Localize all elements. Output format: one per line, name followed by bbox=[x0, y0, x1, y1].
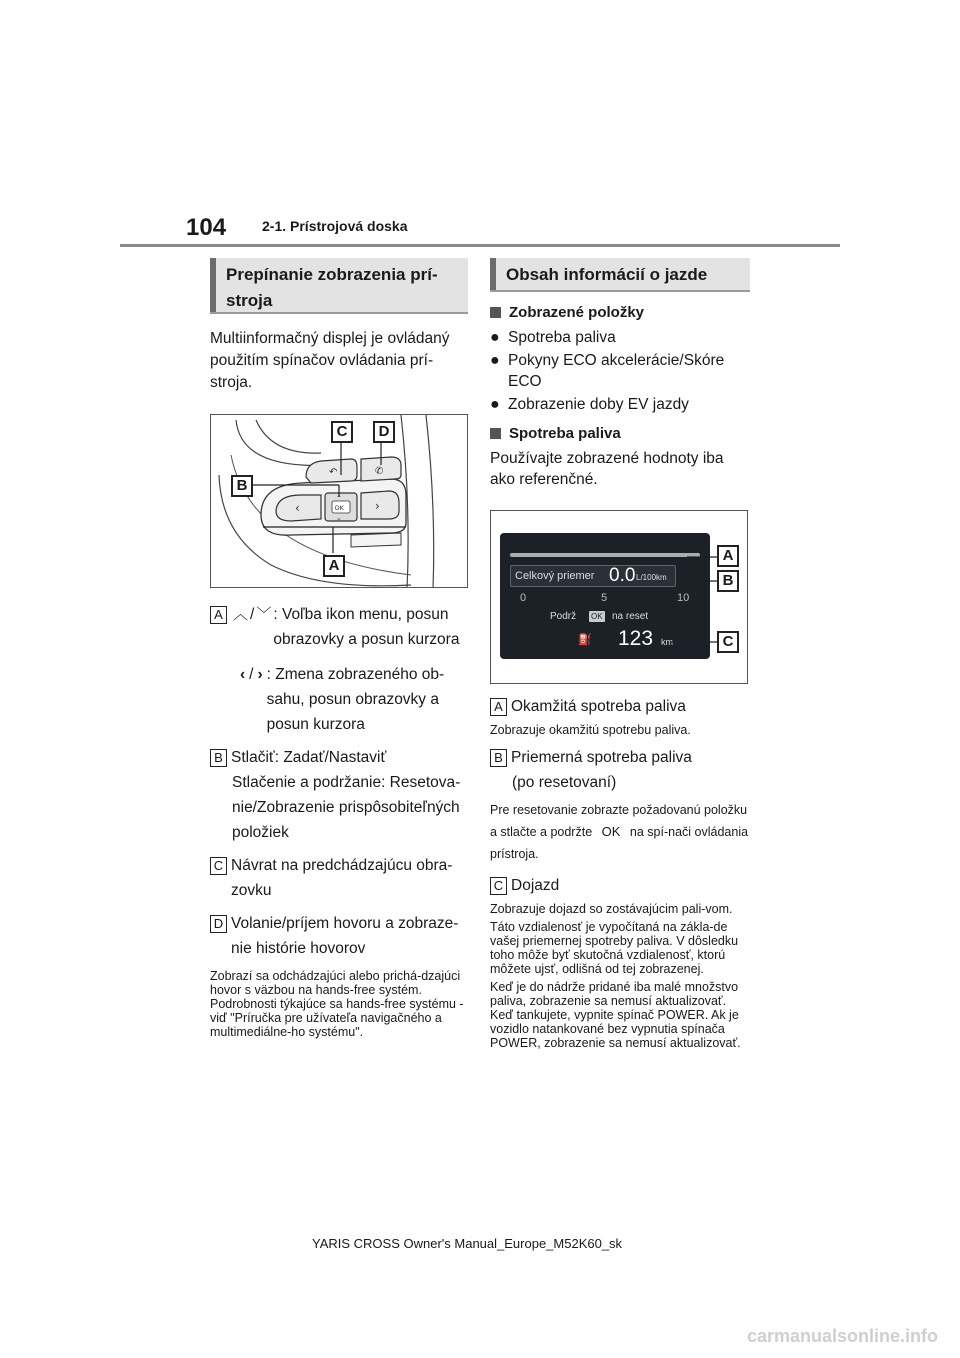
label-b: B bbox=[490, 749, 507, 767]
header-rule bbox=[120, 244, 840, 247]
reset-instructions: Pre resetovanie zobrazte požadovanú položku a stlačte a podržte OK na spí-nači ovládania prístroja. bbox=[490, 803, 749, 861]
footer-manual-id: YARIS CROSS Owner's Manual_Europe_M52K60_sk bbox=[312, 1236, 623, 1251]
label-c: C bbox=[210, 857, 227, 875]
down-arrow-icon: ⌄ bbox=[336, 514, 342, 522]
back-arrow-icon: ↶ bbox=[329, 467, 338, 478]
item-c: C Dojazd bbox=[490, 873, 750, 898]
item-b-sub: Stlačenie a podržanie: Resetova-nie/Zobrazenie prispôsobiteľných položiek bbox=[232, 774, 461, 841]
down-arrow-icon: ﹀ bbox=[256, 606, 272, 623]
switch-item-list bbox=[210, 602, 468, 1039]
ok-icon: OK bbox=[334, 504, 344, 512]
heading-drive-info: Obsah informácií o jazde bbox=[490, 258, 750, 290]
right-column bbox=[490, 258, 750, 1050]
fuel-reference-text: Používajte zobrazené hodnoty iba ako referenčné. bbox=[490, 450, 724, 488]
callout-b: B bbox=[717, 570, 739, 592]
fuel-consumption-heading: Spotreba paliva bbox=[490, 423, 750, 444]
item-b: B Priemerná spotreba paliva bbox=[490, 745, 750, 770]
item-b: B Stlačiť: Zadať/Nastaviť bbox=[210, 745, 468, 770]
label-c: C bbox=[490, 877, 507, 895]
label-d: D bbox=[210, 915, 227, 933]
square-bullet-icon bbox=[490, 428, 501, 439]
left-column bbox=[210, 258, 468, 1039]
section-title: 2-1. Prístrojová doska bbox=[262, 218, 408, 234]
left-chevron-icon: ‹ bbox=[240, 666, 246, 683]
list-item: ● Zobrazenie doby EV jazdy bbox=[490, 396, 689, 413]
callout-c: C bbox=[717, 631, 739, 653]
callout-b: B bbox=[231, 475, 253, 497]
item-a-sub: ‹ / › : Zmena zobrazeného ob-sahu, posun obrazovky a posun kurzora bbox=[210, 662, 468, 737]
watermark: carmanualsonline.info bbox=[746, 1326, 938, 1346]
square-bullet-icon bbox=[490, 307, 501, 318]
item-d: D Volanie/príjem hovoru a zobraze-nie histórie hovorov bbox=[210, 911, 468, 961]
callout-c: C bbox=[331, 421, 353, 443]
item-c: C Návrat na predchádzajúcu obra-zovku bbox=[210, 853, 468, 903]
bullet-icon: ● bbox=[490, 329, 500, 346]
right-chevron-icon: › bbox=[257, 666, 263, 683]
right-arrow-icon: › bbox=[375, 499, 380, 513]
bullet-icon: ● bbox=[490, 352, 500, 369]
page-number: 104 bbox=[186, 214, 227, 241]
item-a: A Okamžitá spotreba paliva bbox=[490, 694, 750, 719]
list-item: ● Pokyny ECO akcelerácie/Skóre ECO bbox=[490, 352, 725, 390]
label-a: A bbox=[490, 698, 507, 716]
steering-switch-figure bbox=[210, 414, 468, 588]
average-fuel-box: Celkový priemer 0.0 L/100km bbox=[510, 565, 676, 587]
fuel-car-icon: ⛽ bbox=[578, 634, 592, 646]
list-item: ● Spotreba paliva bbox=[490, 329, 616, 346]
callout-a: A bbox=[717, 545, 739, 567]
up-arrow-icon: ⌃ bbox=[336, 494, 342, 502]
intro-text: Multiinformačný displej je ovládaný použitím spínačov ovládania prí-stroja. bbox=[210, 330, 450, 391]
left-arrow-icon: ‹ bbox=[295, 501, 300, 515]
label-b: B bbox=[210, 749, 227, 767]
heading-switch-display: Prepínanie zobrazenia prí- stroja bbox=[210, 258, 468, 312]
display-item-list: A Okamžitá spotreba paliva Zobrazuje okamžitú spotrebu paliva. B Priemerná spotreba paliva (po resetovaní) Pre resetovanie zobrazte požadovanú položku a stlačte a podržte OK na spí-nači ovládania prístroja. C Dojazd Zobrazuje dojazd so zostávajúcim pali-vom. Táto vzdialenosť je vypočítaná na zákla-de vašej priemernej spotreby paliva. V dôsledku toho môže byť skutočná vzdialenosť, ktorú môžete ujsť, odlišná od tej zobrazenej. Keď je do nádrže pridané iba malé množstvo paliva, zobrazenie sa nemusí aktualizovať. Keď tankujete, vypnite spínač POWER. Ak je vozidlo natankované bez vypnutia spínača POWER, zobrazenie sa nemusí aktualizovať. bbox=[490, 694, 750, 1050]
item-a: A ︿ / ﹀ : Voľba ikon menu, posun obrazovky a posun kurzora bbox=[210, 602, 468, 652]
up-arrow-icon: ︿ bbox=[233, 606, 249, 623]
ok-icon: OK bbox=[601, 824, 621, 839]
displayed-items-heading: Zobrazené položky bbox=[490, 302, 750, 323]
phone-icon: ✆ bbox=[375, 466, 384, 477]
bullet-icon: ● bbox=[490, 396, 500, 413]
callout-d: D bbox=[373, 421, 395, 443]
heading-underline bbox=[490, 290, 750, 292]
multi-info-display: Celkový priemer 0.0 L/100km 0 5 10 Podrž OK na reset ⛽ 123 km bbox=[500, 533, 710, 659]
hands-free-note: Zobrazí sa odchádzajúci alebo prichá-dzajúci hovor s väzbou na hands-free systém. Podrobnosti týkajúce sa hands-free systému - viď "Príručka pre užívateľa navigačného a multimediálne-ho systému". bbox=[210, 969, 464, 1039]
callout-a: A bbox=[323, 555, 345, 577]
displayed-items-list bbox=[490, 327, 750, 415]
label-a: A bbox=[210, 606, 227, 624]
fuel-display-figure bbox=[490, 510, 748, 684]
ok-icon: OK bbox=[591, 612, 603, 621]
callout-lines bbox=[491, 511, 748, 684]
